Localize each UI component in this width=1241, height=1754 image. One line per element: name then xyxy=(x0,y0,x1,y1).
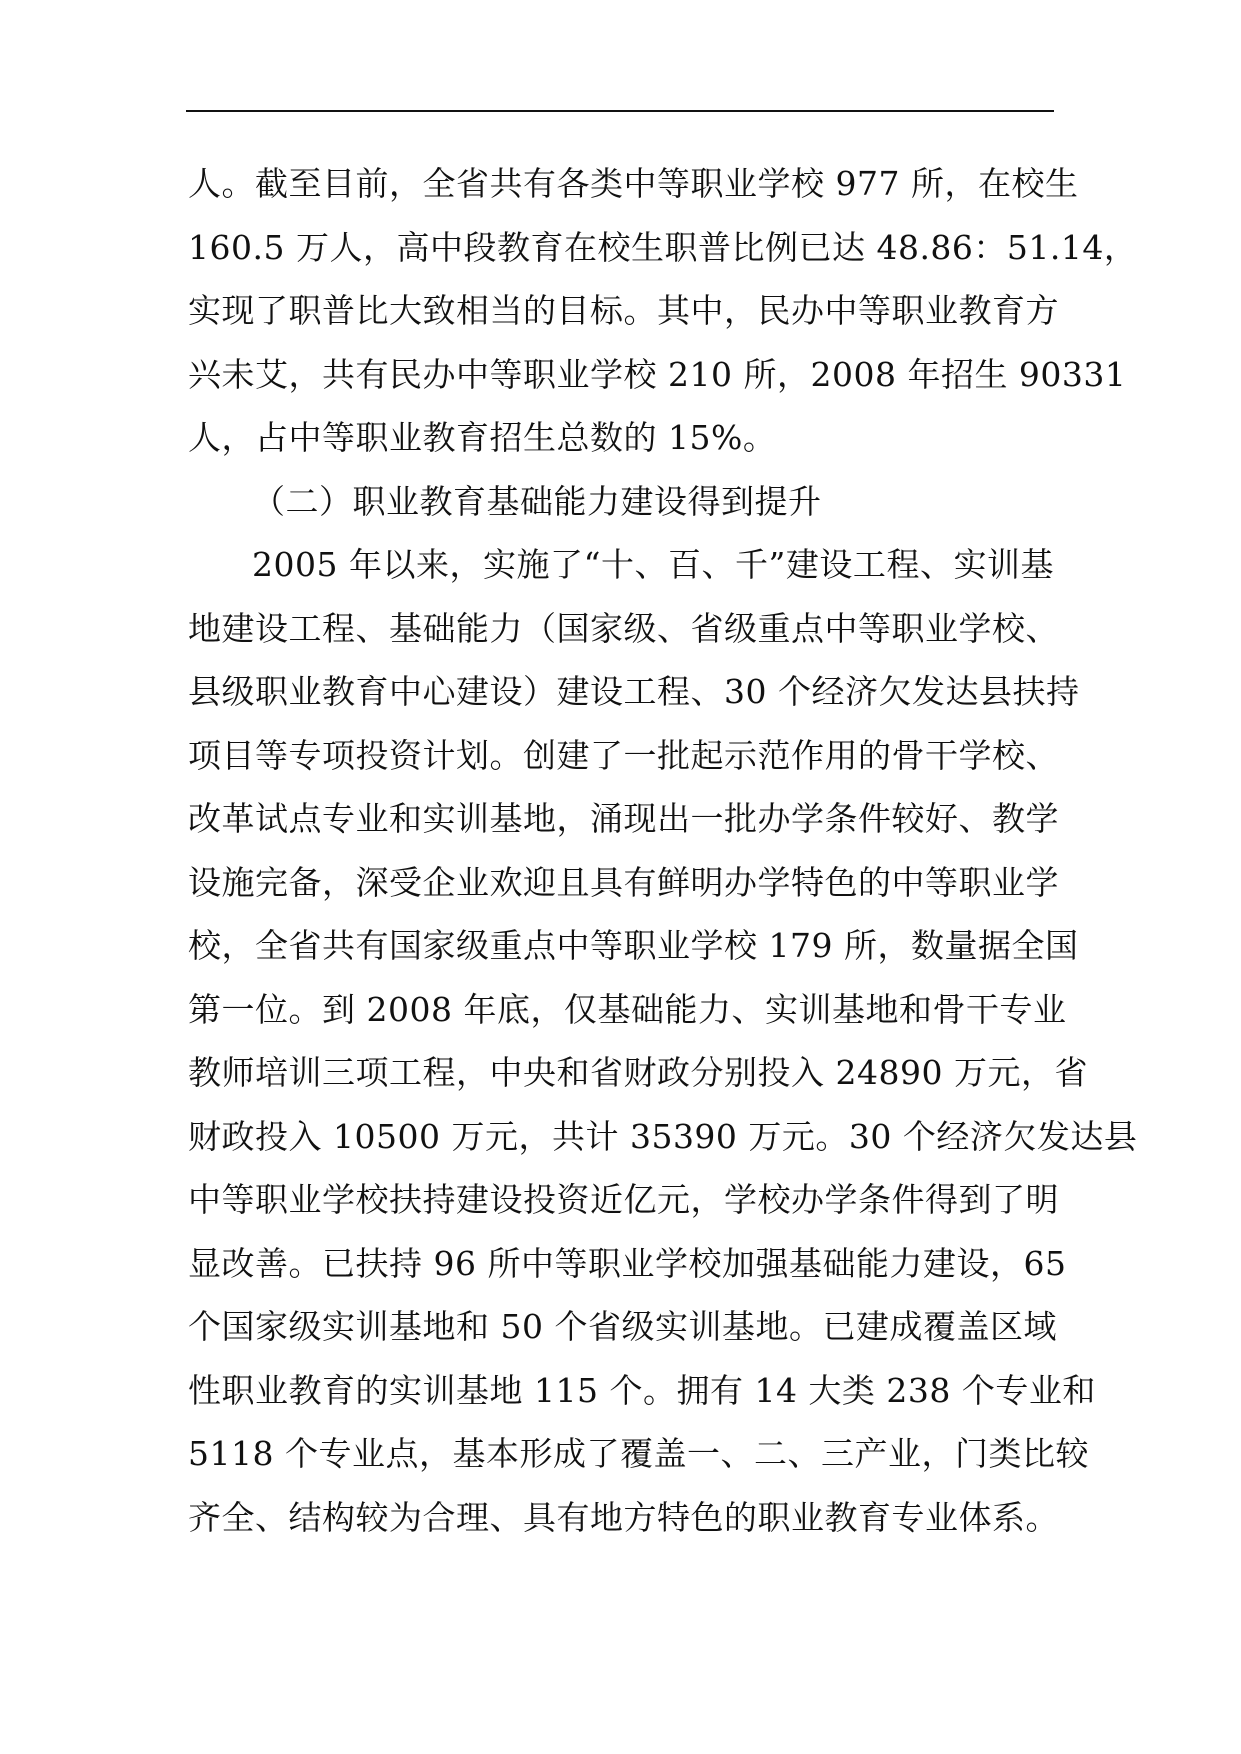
paragraph-1-line: 兴未艾，共有民办中等职业学校 210 所，2008 年招生 90331 xyxy=(188,354,1127,394)
paragraph-2-line: 5118 个专业点，基本形成了覆盖一、二、三产业，门类比较 xyxy=(188,1434,1089,1473)
document-body xyxy=(188,152,1138,1549)
paragraph-1-line: 人，占中等职业教育招生总数的 15%。 xyxy=(188,418,777,457)
paragraph-2-line: 显改善。已扶持 96 所中等职业学校加强基础能力建设，65 xyxy=(188,1243,1067,1283)
paragraph-2-line: 齐全、结构较为合理、具有地方特色的职业教育专业体系。 xyxy=(188,1497,1059,1537)
paragraph-2-line: 教师培训三项工程，中央和省财政分别投入 24890 万元，省 xyxy=(188,1053,1088,1092)
paragraph-2-line: 设施完备，深受企业欢迎且具有鲜明办学特色的中等职业学 xyxy=(188,862,1059,902)
paragraph-2-line: 2005 年以来，实施了“十、百、千”建设工程、实训基 xyxy=(252,545,1054,584)
paragraph-2-line: 中等职业学校扶持建设投资近亿元，学校办学条件得到了明 xyxy=(188,1180,1059,1219)
paragraph-2 xyxy=(188,533,1138,1549)
paragraph-2-line: 第一位。到 2008 年底，仅基础能力、实训基地和骨干专业 xyxy=(188,989,1067,1029)
paragraph-2-line: 校，全省共有国家级重点中等职业学校 179 所，数量据全国 xyxy=(188,926,1079,965)
paragraph-1-line: 160.5 万人，高中段教育在校生职普比例已达 48.86：51.14， xyxy=(188,227,1138,267)
paragraph-1-line: 人。截至目前，全省共有各类中等职业学校 977 所，在校生 xyxy=(188,164,1079,203)
paragraph-2-line: 财政投入 10500 万元，共计 35390 万元。30 个经济欠发达县 xyxy=(188,1116,1138,1156)
header-rule xyxy=(186,110,1054,112)
paragraph-1-line: 实现了职普比大致相当的目标。其中，民办中等职业教育方 xyxy=(188,291,1059,330)
paragraph-2-line: 县级职业教育中心建设）建设工程、30 个经济欠发达县扶持 xyxy=(188,672,1080,711)
paragraph-2-line: 地建设工程、基础能力（国家级、省级重点中等职业学校、 xyxy=(188,608,1059,648)
paragraph-1 xyxy=(188,152,1138,470)
section-heading: （二）职业教育基础能力建设得到提升 xyxy=(252,481,822,521)
paragraph-2-line: 项目等专项投资计划。创建了一批起示范作用的骨干学校、 xyxy=(188,735,1059,775)
paragraph-2-line: 改革试点专业和实训基地，涌现出一批办学条件较好、教学 xyxy=(188,799,1059,838)
paragraph-2-line: 性职业教育的实训基地 115 个。拥有 14 大类 238 个专业和 xyxy=(188,1370,1096,1410)
paragraph-2-line: 个国家级实训基地和 50 个省级实训基地。已建成覆盖区域 xyxy=(188,1307,1057,1346)
